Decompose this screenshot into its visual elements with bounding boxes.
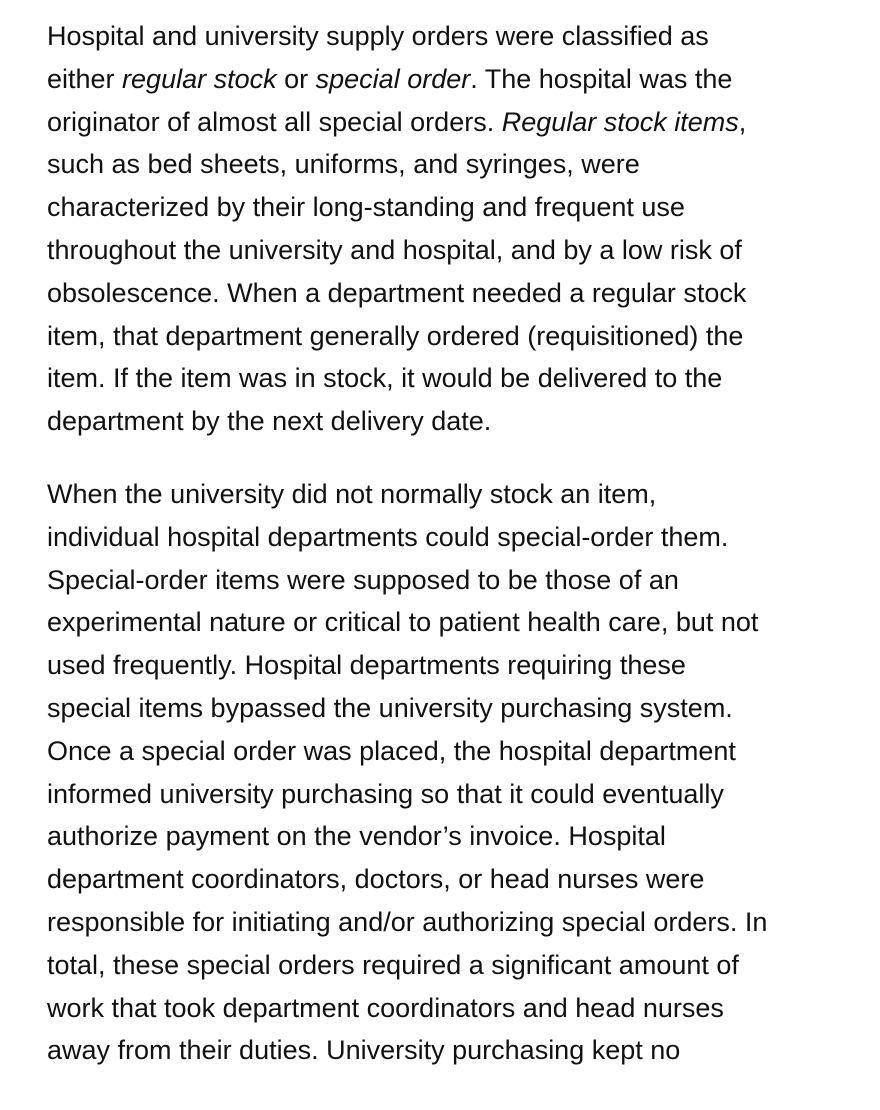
text-line xyxy=(47,400,847,443)
text-run: , xyxy=(738,106,747,137)
text-run: When the university did not normally stock an item, xyxy=(47,478,657,509)
text-line xyxy=(47,101,847,144)
text-line xyxy=(47,272,847,315)
italic-term: Regular stock items xyxy=(501,106,739,137)
text-run: Once a special order was placed, the hospital department xyxy=(47,735,736,766)
text-run: obsolescence. When a department needed a regular stock xyxy=(47,277,747,308)
paragraph-regular-stock xyxy=(47,15,847,443)
text-line xyxy=(47,473,847,516)
text-run: or xyxy=(276,63,316,94)
text-line xyxy=(47,944,847,987)
text-run: individual hospital departments could special-order them. xyxy=(47,521,729,552)
text-run: item. If the item was in stock, it would be delivered to the xyxy=(47,363,723,394)
text-run: such as bed sheets, uniforms, and syringes, were xyxy=(47,149,640,180)
text-line xyxy=(47,516,847,559)
text-line xyxy=(47,357,847,400)
text-line xyxy=(47,315,847,358)
text-line xyxy=(47,601,847,644)
text-run: away from their duties. University purchasing kept no xyxy=(47,1035,681,1066)
text-run: item, that department generally ordered (requisitioned) the xyxy=(47,320,744,351)
text-line xyxy=(47,858,847,901)
text-run: Hospital and university supply orders were classified as xyxy=(47,21,709,51)
text-run: special items bypassed the university purchasing system. xyxy=(47,692,733,723)
text-run: experimental nature or critical to patient health care, but not xyxy=(47,607,759,638)
text-run: throughout the university and hospital, and by a low risk of xyxy=(47,234,742,265)
text-run: either xyxy=(47,63,123,94)
text-line xyxy=(47,229,847,272)
text-line xyxy=(47,901,847,944)
text-run: authorize payment on the vendor’s invoice. Hospital xyxy=(47,821,666,852)
italic-term: regular stock xyxy=(122,63,277,94)
text-run: work that took department coordinators and head nurses xyxy=(47,992,724,1023)
text-run: used frequently. Hospital departments requiring these xyxy=(47,650,686,681)
paragraph-special-orders xyxy=(47,473,847,1072)
text-line xyxy=(47,687,847,730)
text-run: Special-order items were supposed to be those of an xyxy=(47,564,679,595)
text-line xyxy=(47,773,847,816)
italic-term: special order xyxy=(315,63,471,94)
text-run: characterized by their long-standing and frequent use xyxy=(47,192,685,223)
text-line xyxy=(47,987,847,1030)
document-body xyxy=(47,15,847,1072)
text-line xyxy=(47,1029,847,1072)
text-line xyxy=(47,815,847,858)
text-run: informed university purchasing so that it could eventually xyxy=(47,778,724,809)
text-line xyxy=(47,143,847,186)
text-line xyxy=(47,58,847,101)
text-run: department by the next delivery date. xyxy=(47,406,492,437)
text-line xyxy=(47,15,847,58)
text-line xyxy=(47,730,847,773)
text-run: total, these special orders required a significant amount of xyxy=(47,949,739,980)
text-run: responsible for initiating and/or authorizing special orders. In xyxy=(47,906,768,937)
text-line xyxy=(47,186,847,229)
text-line xyxy=(47,644,847,687)
text-run: originator of almost all special orders. xyxy=(47,106,502,137)
text-run: department coordinators, doctors, or head nurses were xyxy=(47,864,705,895)
text-line xyxy=(47,559,847,602)
text-run: . The hospital was the xyxy=(470,63,733,94)
